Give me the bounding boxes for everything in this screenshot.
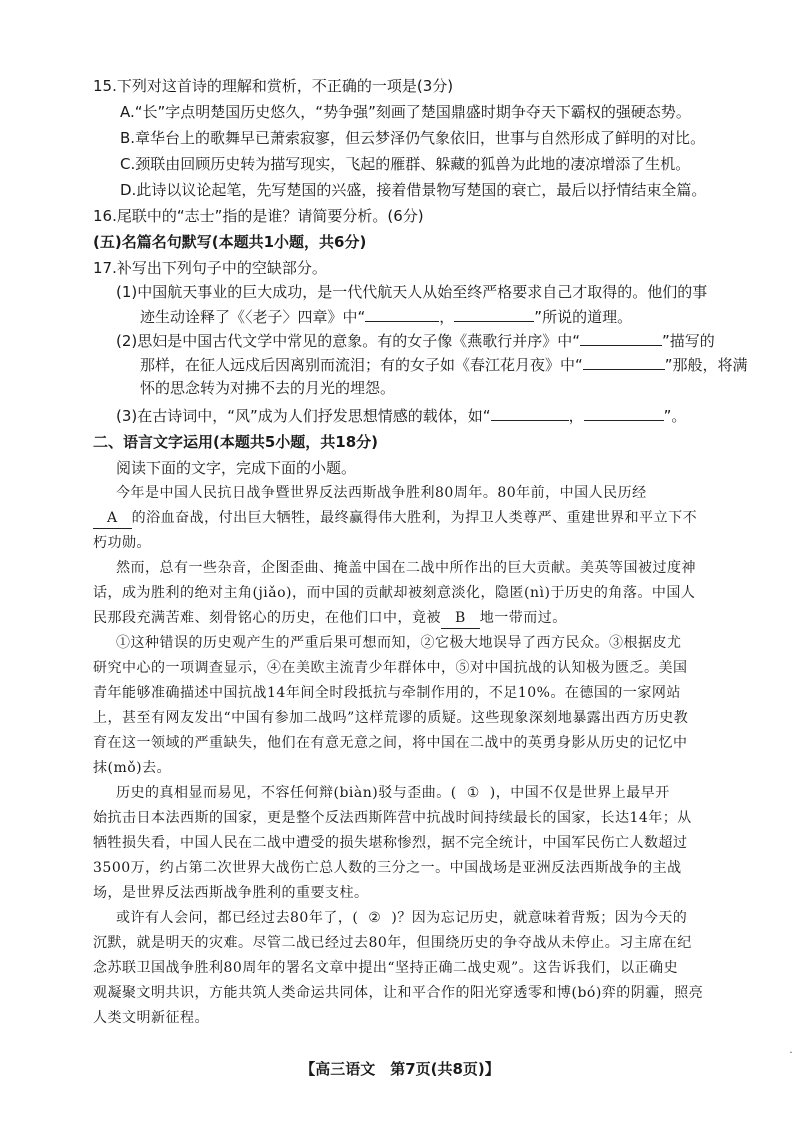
part2-heading: 二、语言文字运用(本题共5小题，共18分): [93, 433, 379, 451]
p3-line: 抹(mǒ)去。: [93, 760, 172, 776]
q17-item1-text-a: 迹生动诠释了《〈老子〉四章》中“: [140, 308, 366, 326]
q17-stem: 17.补写出下列句子中的空缺部分。: [93, 259, 327, 277]
fill-blank[interactable]: [491, 405, 569, 421]
p5-line: 人类文明新征程。: [93, 1010, 209, 1026]
section5-heading: (五)名篇名句默写(本题共1小题，共6分): [93, 233, 367, 251]
p4-line1-text-a: 历史的真相显而易见，不容任何辩(biàn)驳与歪曲。(: [116, 785, 457, 801]
fill-blank[interactable]: [580, 330, 662, 346]
q17-item1-sep: ，: [439, 308, 455, 326]
fill-blank[interactable]: [365, 306, 439, 322]
q17-item3-text-b: ”。: [663, 407, 687, 425]
p4-line: 3500万，约占第二次世界大战伤亡总人数的三分之一。中国战场是亚洲反法西斯战争的主战: [93, 860, 682, 876]
q16-stem: 16.尾联中的“志士”指的是谁？请简要分析。(6分): [93, 207, 424, 225]
p1-line2: [93, 508, 697, 529]
q17-item2-text-c: 那样，在征人远戍后因离别而流泪；有的女子如《春江花月夜》中“: [140, 356, 583, 374]
p2-line2: 话，成为胜利的绝对主角(jiǎo)，而中国的贡献却被刻意淡化，隐匿(nì)于历史的角落。中国人: [93, 585, 696, 601]
q17-item1-line1: (1)中国航天事业的巨大成功，是一代代航天人从始至终严格要求自己才取得的。他们的事: [116, 283, 708, 301]
p5-line1-text-a: 或许有人会问，都已经过去80年了，(: [116, 910, 359, 926]
p4-line: 牺牲损失看，中国人民在二战中遭受的损失堪称惨烈，据不完全统计，中国军民伤亡人数超过: [93, 835, 688, 851]
q15-option-b: B.章华台上的歌舞早已萧索寂寥，但云梦泽仍气象依旧，世事与自然形成了鲜明的对比。: [120, 129, 706, 147]
q17-item1-line2: [140, 306, 632, 327]
q17-item2-text-d: ”那般，将满: [664, 356, 748, 374]
blank-2[interactable]: ②: [368, 910, 382, 926]
p2-line1: 然而，总有一些杂音，企图歪曲、掩盖中国在二战中所作出的巨大贡献。美英等国被过度神: [116, 560, 696, 576]
q17-item3-sep: ，: [568, 407, 584, 425]
p1-line2-text: 的浴血奋战，付出巨大牺牲，最终赢得伟大胜利，为捍卫人类尊严、重建世界和平立下不: [131, 510, 698, 526]
q15-option-c: C.颈联由回顾历史转为描写现实，飞起的雁群、躲藏的狐兽为此地的凄凉增添了生机。: [120, 155, 691, 173]
q17-item2-text-a: (2)思妇是中国古代文学中常见的意象。有的女子像《燕歌行并序》中“: [116, 332, 581, 350]
q17-item3-text-a: (3)在古诗词中，“风”成为人们抒发思想情感的载体，如“: [116, 407, 491, 425]
p4-line1: [116, 783, 670, 803]
p1-line3: 朽功勋。: [93, 535, 151, 551]
p5-line: 观凝聚文明共识，方能共筑人类命运共同体，让和平合作的阳光穿透零和博(bó)弈的阴霾，照亮: [93, 985, 704, 1001]
fill-blank[interactable]: [584, 405, 664, 421]
p3-line: 青年能够准确描述中国抗战14年间全时段抵抗与牵制作用的，不足10%。在德国的一家网站: [93, 685, 681, 701]
scan-edge-mark: ˙: [788, 1050, 794, 1064]
q17-item3-line: [116, 405, 686, 426]
p5-line1-text-b: )？因为忘记历史，就意味着背叛；因为今天的: [391, 910, 688, 926]
blank-1[interactable]: ①: [466, 785, 480, 801]
q17-item2-text-b: ”描写的: [662, 332, 715, 350]
q17-item2-line1: [116, 330, 715, 351]
blank-b[interactable]: B: [441, 608, 480, 629]
p2-line3-text-b: 地一带而过。: [479, 610, 567, 626]
q17-item2-line2: [140, 354, 748, 375]
q15-option-d: D.此诗以议论起笔，先写楚国的兴盛，接着借景物写楚国的衰亡，最后以抒情结束全篇。: [120, 181, 707, 199]
p5-line: 念苏联卫国战争胜利80周年的署名文章中提出“坚持正确二战史观”。这告诉我们，以正确史: [93, 960, 679, 976]
part2-intro: 阅读下面的文字，完成下面的小题。: [116, 459, 357, 477]
q17-item1-text-b: ”所说的道理。: [534, 308, 633, 326]
page-footer: 【高三语文 第7页(共8页)】: [300, 1060, 500, 1078]
p3-line: 研究中心的一项调查显示，④在美欧主流青少年群体中，⑤对中国抗战的认知极为匮乏。美国: [93, 660, 688, 676]
p4-line: 始抗击日本法西斯的国家，更是整个反法西斯阵营中抗战时间持续最长的国家，长达14年；从: [93, 810, 692, 826]
p3-line: 上，甚至有网友发出“中国有参加二战吗”这样荒谬的质疑。这些现象深刻地暴露出西方历史教: [93, 710, 689, 726]
q15-option-a: A.“长”字点明楚国历史悠久，“势争强”刻画了楚国鼎盛时期争夺天下霸权的强硬态势。: [120, 103, 691, 121]
p2-line3-text-a: 民那段充满苦难、刻骨铭心的历史，在他们口中，竟被: [93, 610, 441, 626]
p4-line1-text-b: )，中国不仅是世界上最早开: [489, 785, 670, 801]
blank-a[interactable]: A: [93, 508, 132, 529]
fill-blank[interactable]: [583, 354, 665, 370]
p5-line1: [116, 908, 687, 928]
fill-blank[interactable]: [454, 306, 534, 322]
q17-item2-line3: 怀的思念转为对拂不去的月光的埋怨。: [140, 379, 396, 397]
p4-line: 场，是世界反法西斯战争胜利的重要支柱。: [93, 885, 369, 901]
p3-line: ①这种错误的历史观产生的严重后果可想而知，②它极大地误导了西方民众。③根据皮尤: [116, 635, 682, 651]
p3-line: 育在这一领域的严重缺失，他们在有意无意之间，将中国在二战中的英勇身影从历史的记忆中: [93, 735, 688, 751]
p5-line: 沉默，就是明天的灾难。尽管二战已经过去80年，但围绕历史的争夺战从未停止。习主席在纪: [93, 935, 692, 951]
p2-line3: [93, 608, 567, 629]
p1-line1: 今年是中国人民抗日战争暨世界反法西斯战争胜利80周年。80年前，中国人民历经: [116, 485, 647, 501]
q15-stem: 15.下列对这首诗的理解和赏析，不正确的一项是(3分): [93, 77, 454, 95]
